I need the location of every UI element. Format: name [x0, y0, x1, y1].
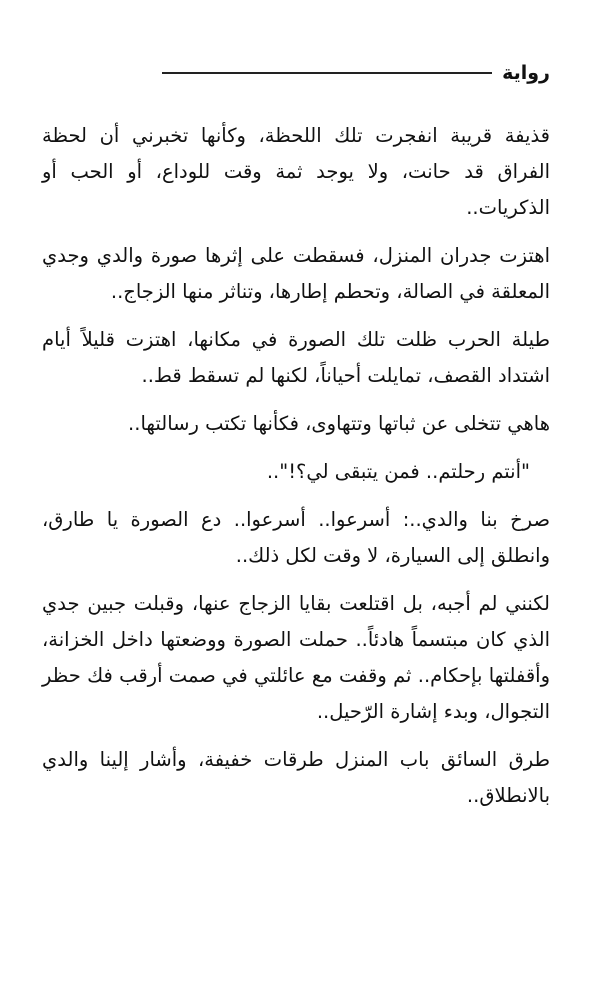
paragraph-quote: "أنتم رحلتم.. فمن يتبقى لي؟!"..: [266, 460, 530, 483]
section-label: رواية: [502, 62, 550, 84]
header-rule: [162, 72, 492, 74]
body-text: [42, 118, 550, 826]
paragraph-3: طيلة الحرب ظلت تلك الصورة في مكانها، اهتزت قليلاً أيام اشتداد القصف، تمايلت أحياناً، لكنها لم تسقط قط..: [42, 328, 550, 387]
paragraph-7: لكنني لم أجبه، بل اقتلعت بقايا الزجاج عنها، وقبلت جبين جدي الذي كان مبتسماً هادئاً.. حملت الصورة ووضعتها داخل الخزانة، وأقفلتها بإحكام.. ثم وقفت مع عائلتي في صمت أرقب فك حظر التجوال، وبدء إشارة الرّحيل..: [42, 592, 550, 723]
paragraph-2: اهتزت جدران المنزل، فسقطت على إثرها صورة والدي وجدي المعلقة في الصالة، وتحطم إطارها، وتناثر منها الزجاج..: [42, 244, 550, 303]
paragraph-4: هاهي تتخلى عن ثباتها وتتهاوى، فكأنها تكتب رسالتها..: [128, 412, 550, 435]
page-header: [130, 58, 550, 88]
paragraph-6: صرخ بنا والدي..: أسرعوا.. أسرعوا.. دع الصورة يا طارق، وانطلق إلى السيارة، لا وقت لكل ذلك..: [42, 508, 550, 567]
paragraph-1: قذيفة قريبة انفجرت تلك اللحظة، وكأنها تخبرني أن لحظة الفراق قد حانت، ولا يوجد ثمة وقت للوداع، أو الحب أو الذكريات..: [42, 124, 550, 219]
paragraph-8: طرق السائق باب المنزل طرقات خفيفة، وأشار إلينا والدي بالانطلاق..: [42, 748, 550, 807]
